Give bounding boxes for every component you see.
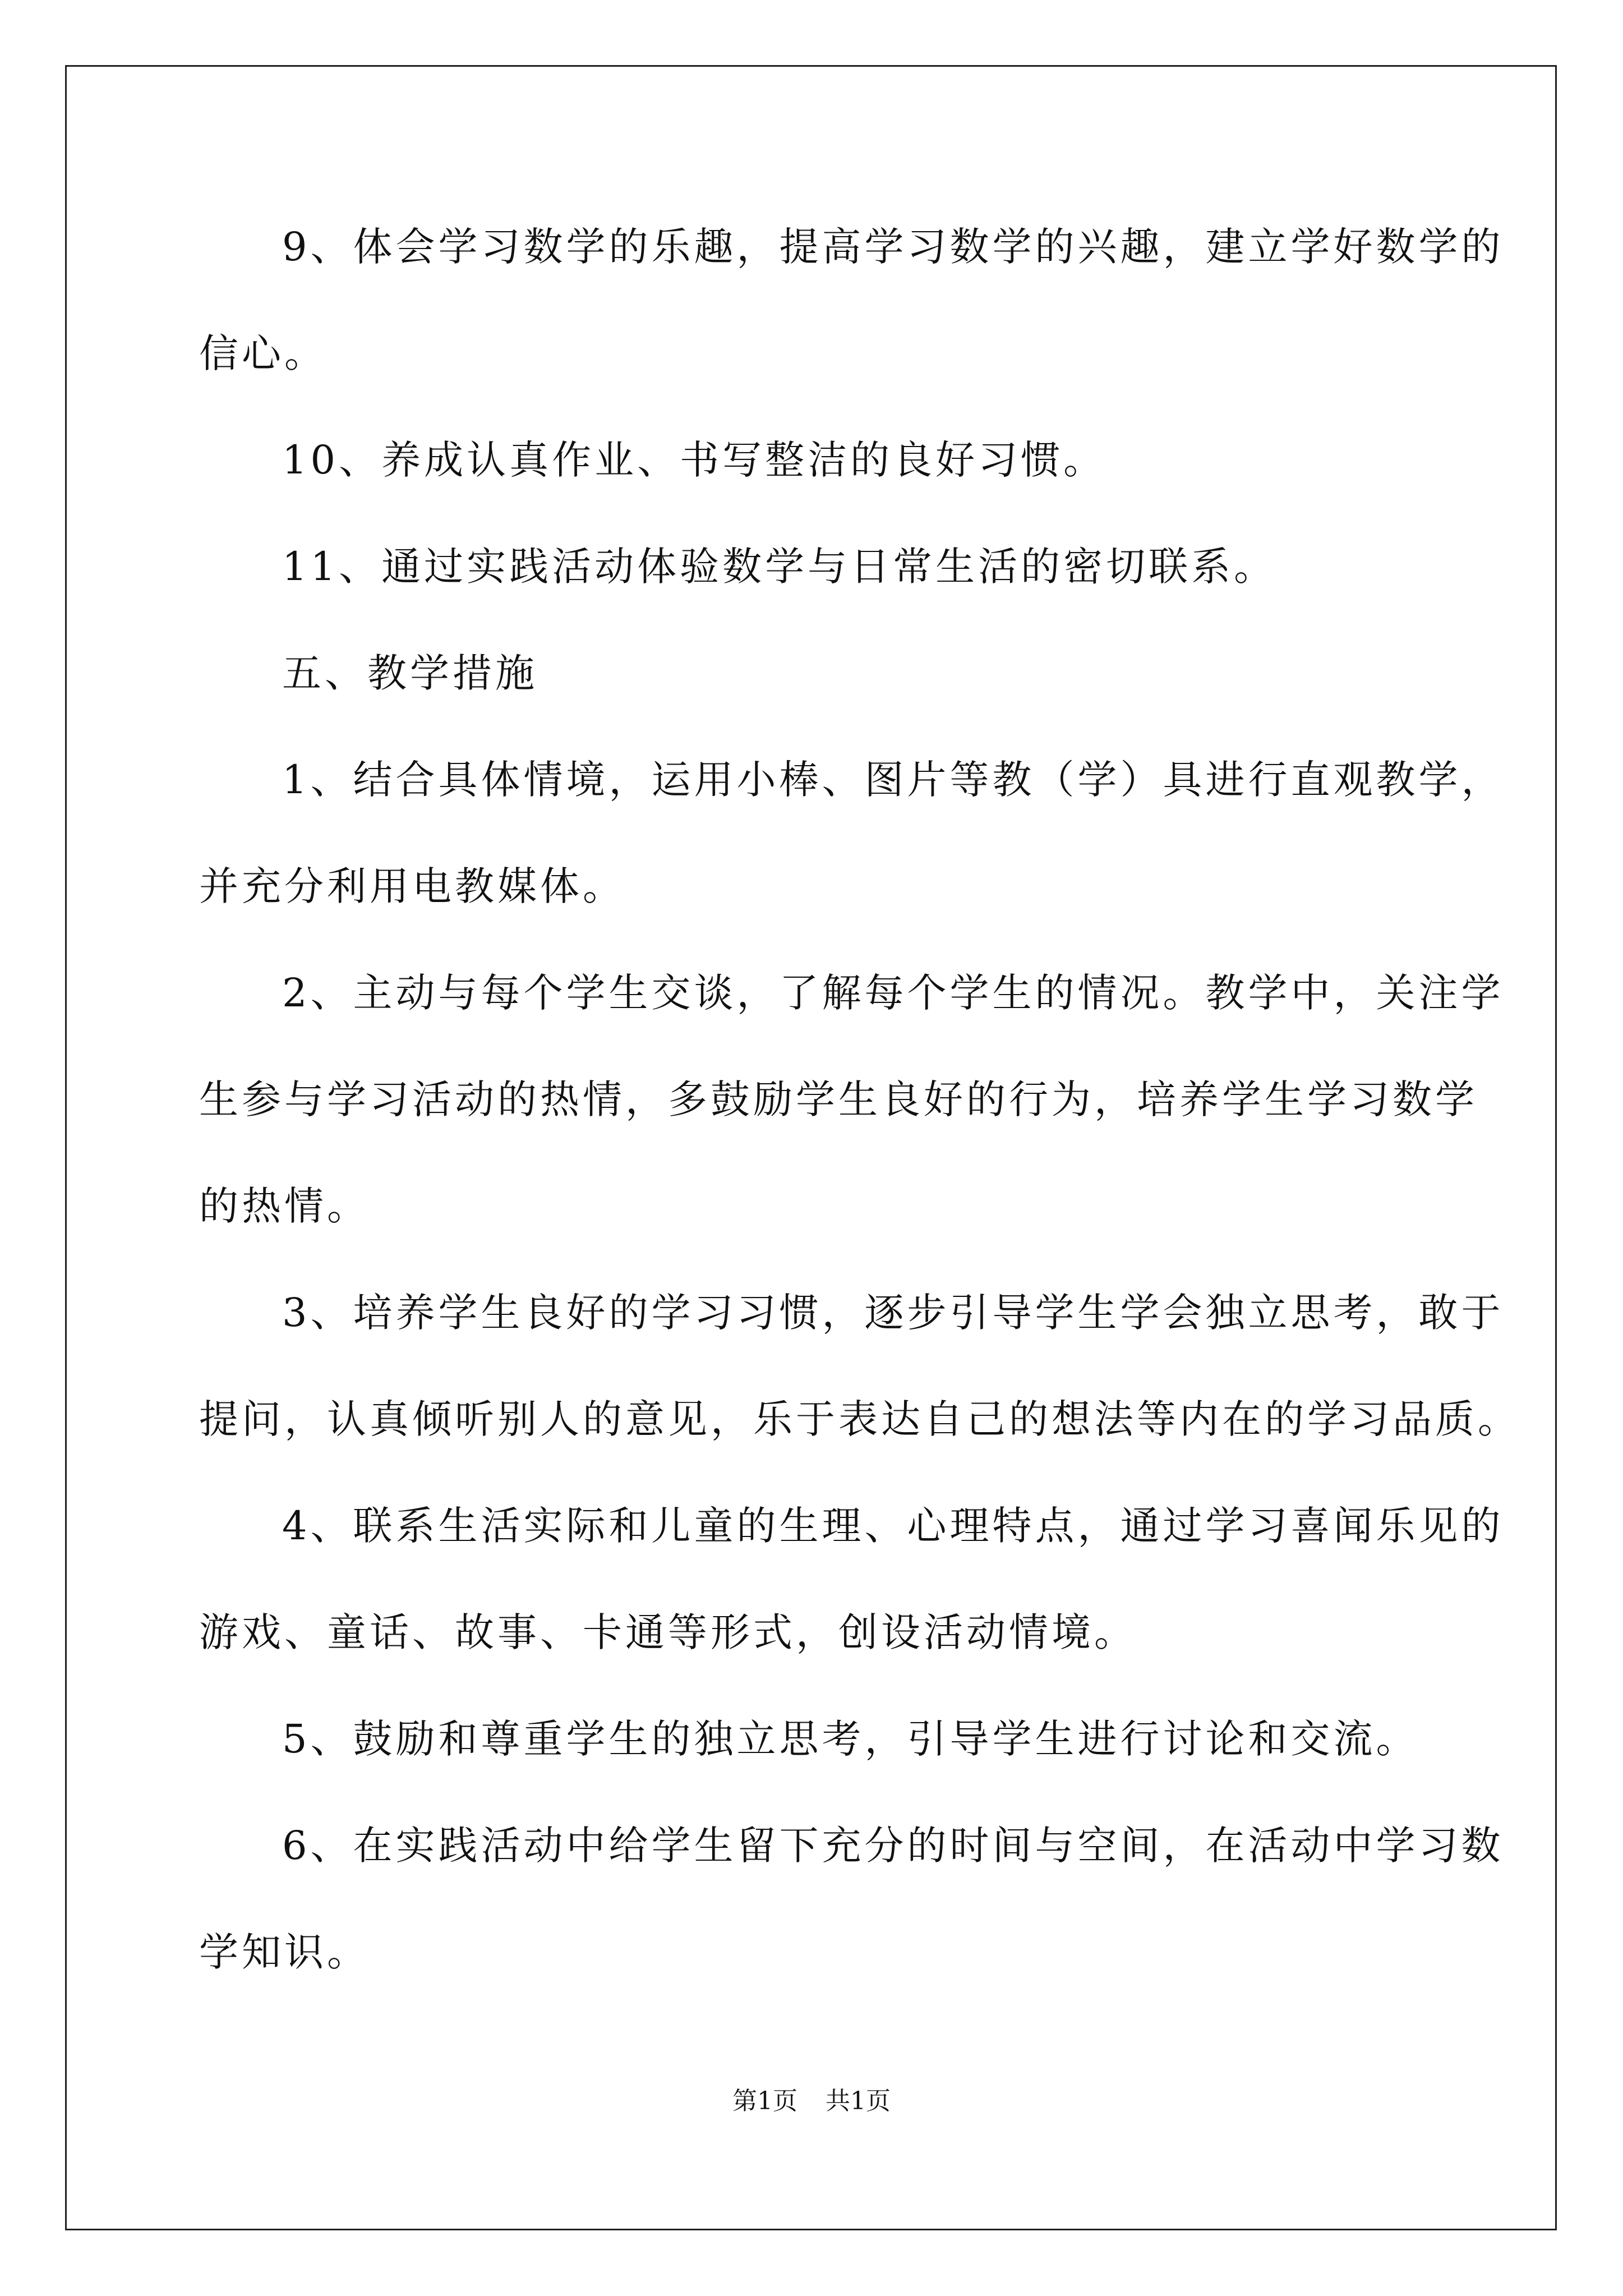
paragraph-line: 提问，认真倾听别人的意见，乐于表达自己的想法等内在的学习品质。 <box>199 1396 1520 1442</box>
page-number: 第1页 <box>732 2087 797 2115</box>
paragraph-line: 信心。 <box>199 330 327 376</box>
section-heading: 五、教学措施 <box>282 650 538 696</box>
paragraph-line: 11、通过实践活动体验数学与日常生活的密切联系。 <box>282 544 1277 590</box>
paragraph-line: 10、养成认真作业、书写整洁的良好习惯。 <box>282 437 1106 483</box>
paragraph-line: 的热情。 <box>199 1183 370 1229</box>
page-border <box>65 65 1557 2230</box>
paragraph-line: 5、鼓励和尊重学生的独立思考，引导学生进行讨论和交流。 <box>282 1716 1419 1762</box>
paragraph-line: 6、在实践活动中给学生留下充分的时间与空间，在活动中学习数 <box>282 1823 1504 1869</box>
paragraph-line: 1、结合具体情境，运用小棒、图片等教（学）具进行直观教学， <box>282 757 1504 803</box>
paragraph-line: 3、培养学生良好的学习习惯，逐步引导学生学会独立思考，敢于 <box>282 1290 1504 1336</box>
paragraph-line: 学知识。 <box>199 1929 370 1975</box>
paragraph-line: 并充分利用电教媒体。 <box>199 863 625 909</box>
page-total: 共1页 <box>826 2087 891 2115</box>
paragraph-line: 4、联系生活实际和儿童的生理、心理特点，通过学习喜闻乐见的 <box>282 1503 1504 1549</box>
paragraph-line: 游戏、童话、故事、卡通等形式，创设活动情境。 <box>199 1609 1137 1655</box>
page-footer <box>0 2086 1623 2117</box>
paragraph-line: 9、体会学习数学的乐趣，提高学习数学的兴趣，建立学好数学的 <box>282 224 1504 270</box>
paragraph-line: 生参与学习活动的热情，多鼓励学生良好的行为，培养学生学习数学 <box>199 1076 1478 1122</box>
paragraph-line: 2、主动与每个学生交谈，了解每个学生的情况。教学中，关注学 <box>282 970 1504 1016</box>
